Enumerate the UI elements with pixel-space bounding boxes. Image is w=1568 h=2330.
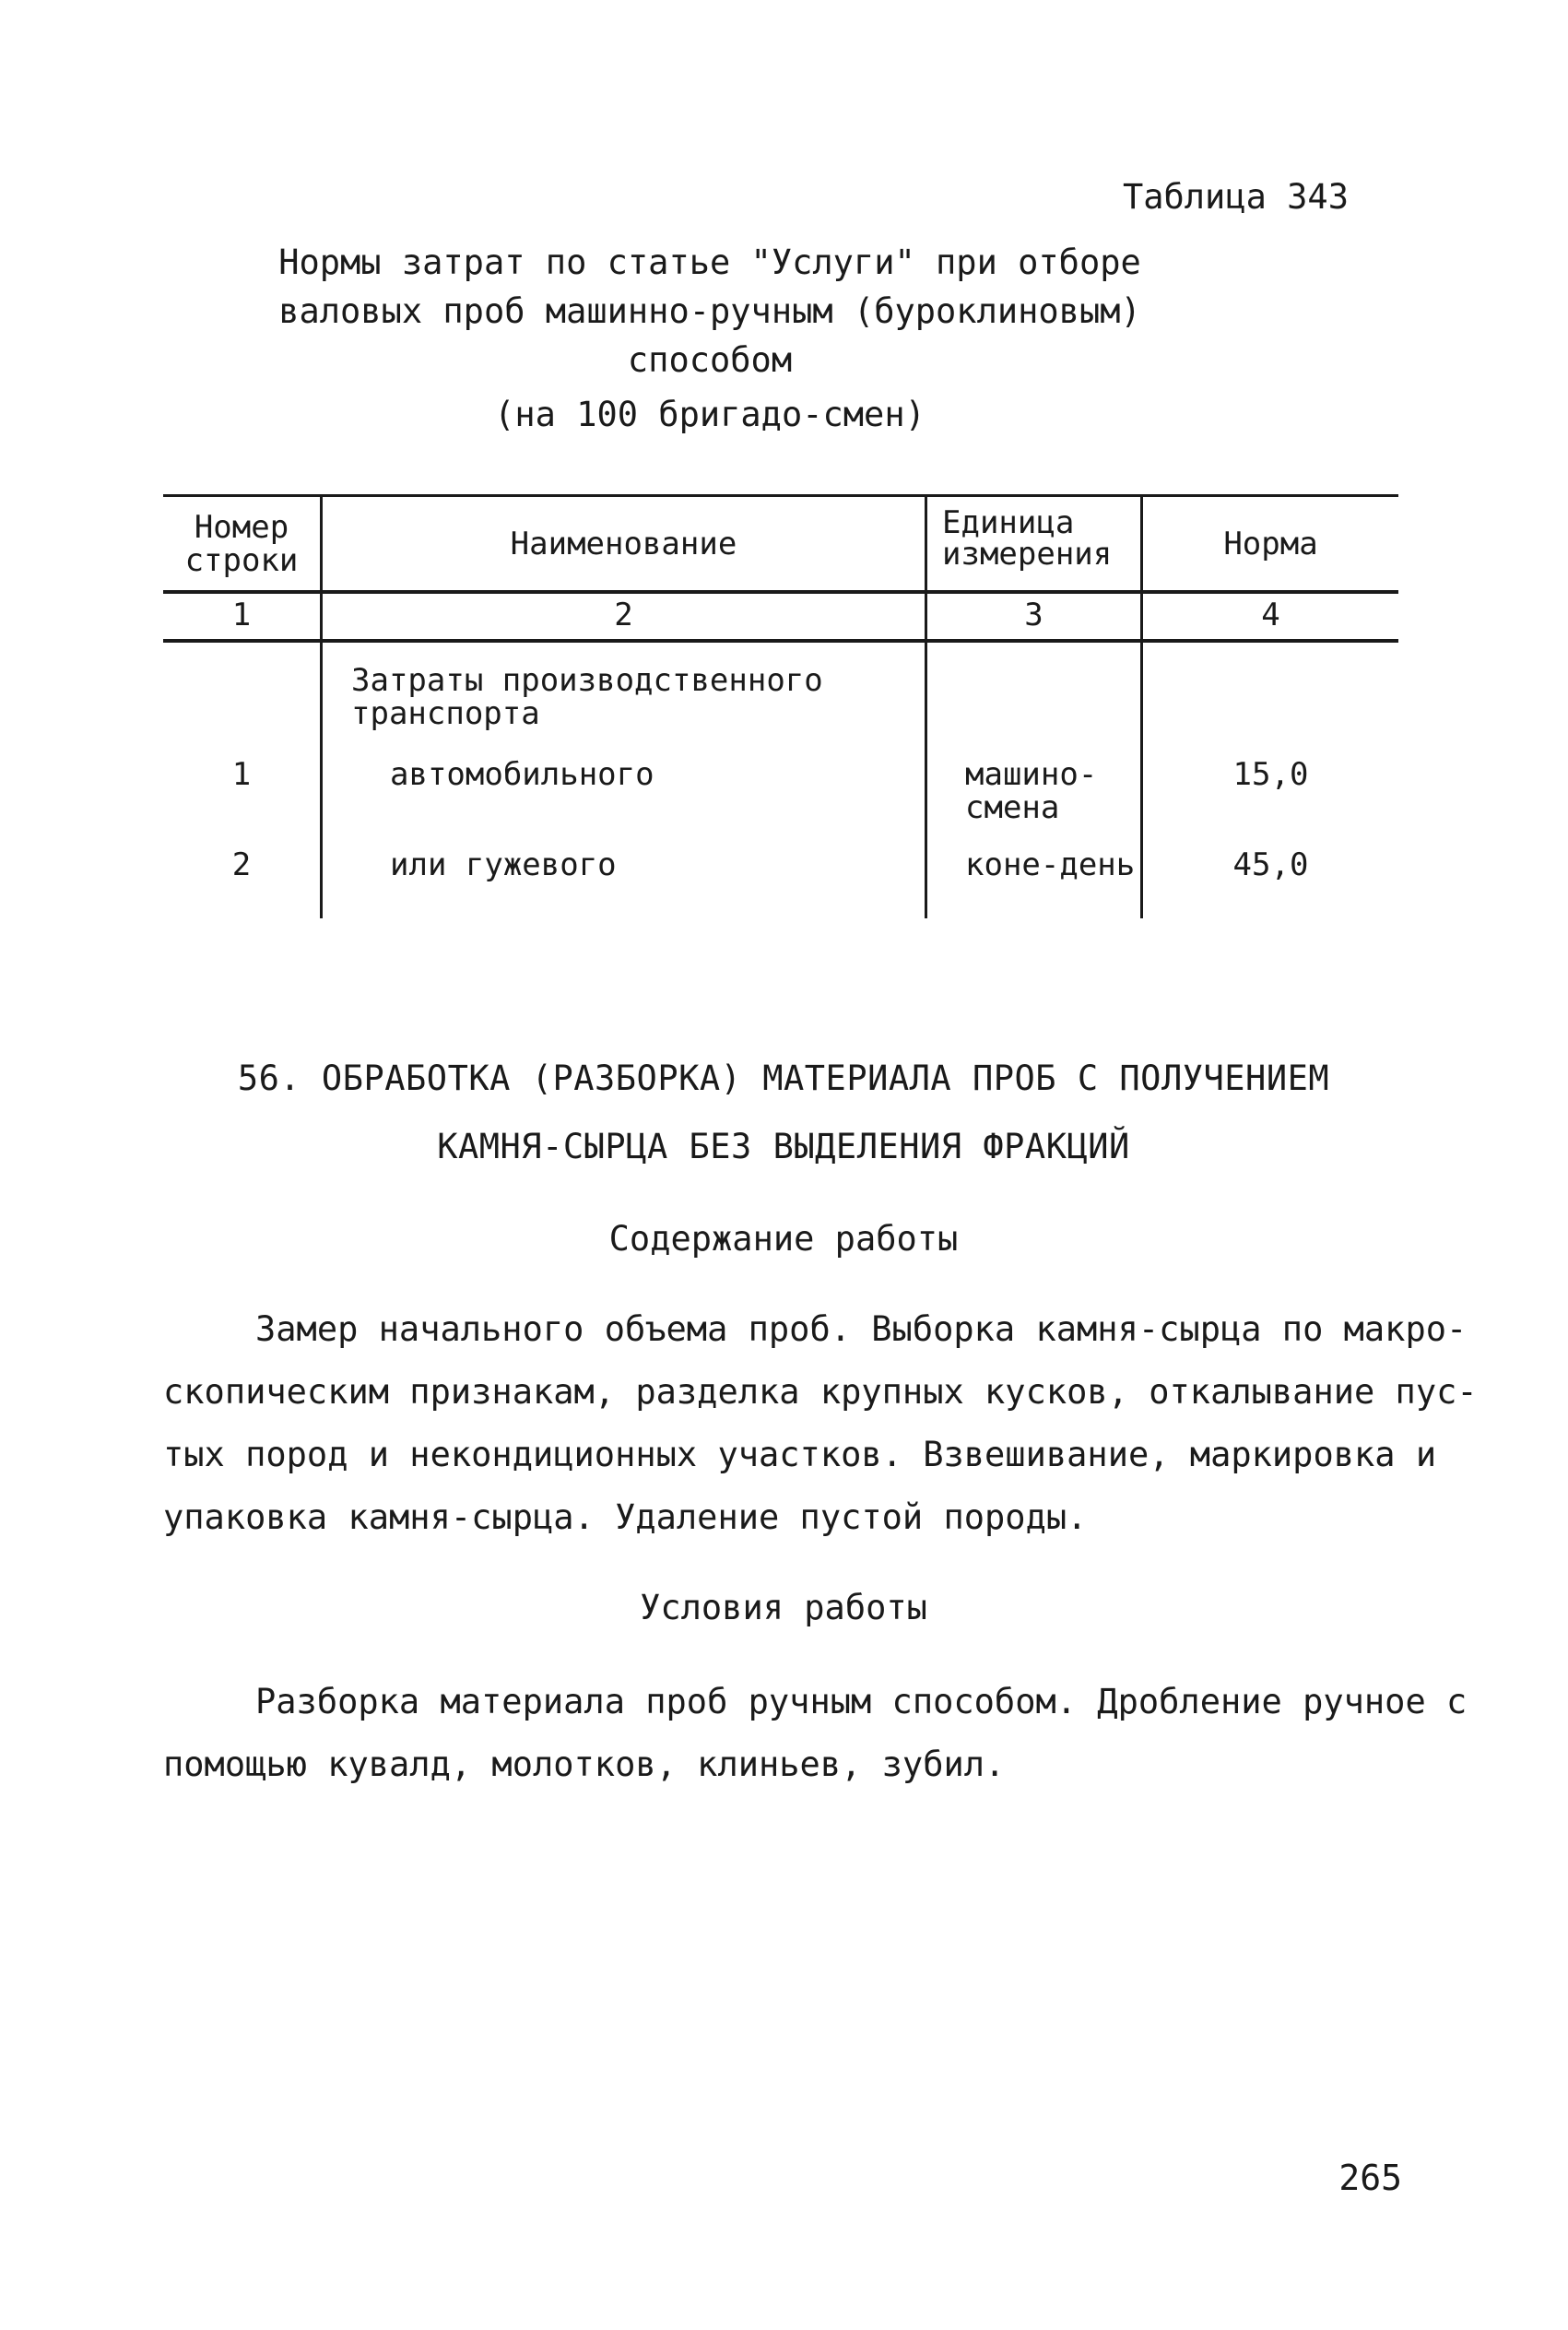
table-label: Таблица 343	[1122, 177, 1349, 217]
work-conditions-paragraph	[163, 1671, 1468, 1796]
work-content-paragraph	[163, 1298, 1478, 1549]
table-title	[249, 238, 1171, 384]
col-number: 3	[1024, 597, 1043, 633]
paragraph-line: Замер начального объема проб. Выборка камня-сырца по макро-	[255, 1309, 1468, 1349]
row-number: 2	[231, 846, 252, 883]
header-row-number: Номер строки	[184, 509, 299, 579]
table-rule-colnums	[163, 639, 1398, 643]
table-title-line: валовых проб машинно-ручным (буроклиновым)	[278, 291, 1141, 331]
row-number: 1	[231, 756, 252, 793]
header-unit: Единица измерения	[942, 504, 1113, 573]
row-name: автомобильного	[390, 756, 654, 793]
paragraph-line: тых пород и некондиционных участков. Взвешивание, маркировка и	[163, 1435, 1437, 1474]
table-title-line: способом	[627, 340, 793, 380]
table-unit-note: (на 100 бригадо-смен)	[494, 395, 925, 434]
table-title-line: Нормы затрат по статье "Услуги" при отборе	[278, 242, 1141, 282]
section-title-line: КАМНЯ-СЫРЦА БЕЗ ВЫДЕЛЕНИЯ ФРАКЦИЙ	[437, 1127, 1130, 1166]
section-title-line: 56. ОБРАБОТКА (РАЗБОРКА) МАТЕРИАЛА ПРОБ С ПОЛУЧЕНИЕМ	[237, 1059, 1330, 1098]
row-name: или гужевого	[390, 846, 617, 883]
col-number: 1	[231, 597, 252, 633]
row-norm: 45,0	[1232, 846, 1309, 883]
paragraph-line: помощью кувалд, молотков, клиньев, зубил.	[163, 1745, 1006, 1784]
row-norm: 15,0	[1232, 756, 1309, 793]
table-col-divider	[925, 494, 927, 918]
page-number: 265	[1338, 2158, 1402, 2198]
col-number: 2	[614, 597, 633, 633]
header-name: Наименование	[510, 526, 737, 562]
row-unit: машино- смена	[965, 756, 1098, 826]
paragraph-line: упаковка камня-сырца. Удаление пустой породы.	[163, 1497, 1088, 1537]
col-number: 4	[1261, 597, 1280, 633]
paragraph-line: Разборка материала проб ручным способом. Дробление ручное с	[255, 1682, 1468, 1721]
group-label: Затраты производственного транспорта	[351, 662, 823, 732]
row-unit: коне-день	[965, 846, 1136, 883]
table-rule-top	[163, 494, 1398, 497]
table-rule-header	[163, 590, 1398, 594]
norms-table	[163, 494, 1398, 918]
header-norm: Норма	[1223, 526, 1318, 562]
paragraph-line: скопическим признакам, разделка крупных кусков, откалывание пус-	[163, 1372, 1478, 1412]
work-content-heading: Содержание работы	[608, 1219, 959, 1259]
work-conditions-heading: Условия работы	[640, 1588, 927, 1627]
